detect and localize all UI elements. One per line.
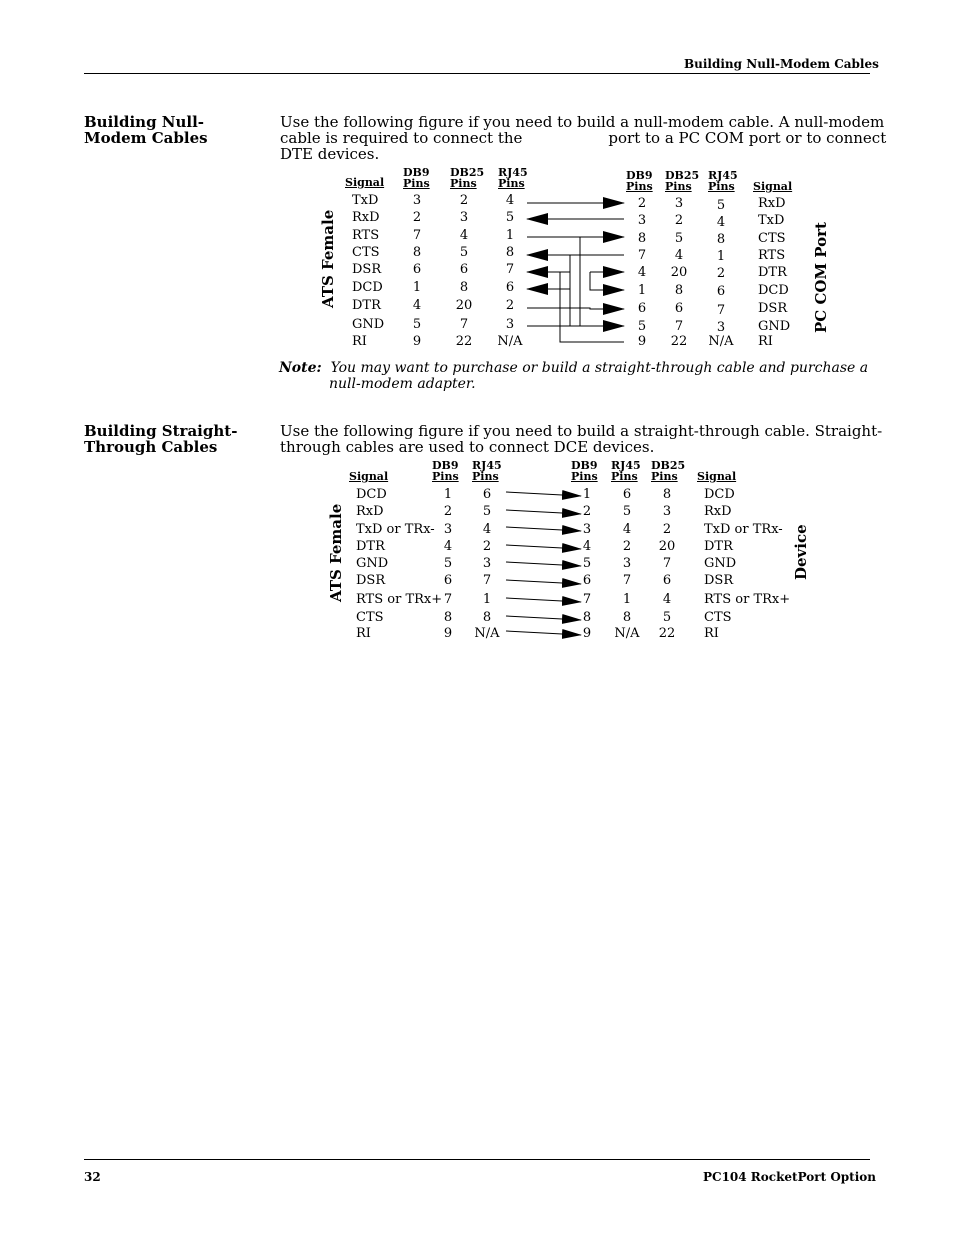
signal-cell: DSR — [352, 262, 382, 277]
db25-cell: 5 — [459, 245, 469, 260]
db25-cell: 2 — [674, 213, 684, 228]
db9-cell: 3 — [637, 213, 647, 228]
rj45-cell: 4 — [716, 215, 726, 230]
rj45-cell: 1 — [482, 592, 492, 607]
wire-dcd — [506, 492, 581, 496]
st-col-header-signal: Signal — [349, 470, 389, 483]
db25-cell: 7 — [674, 319, 684, 334]
st-col-header-db9: DB9 Pins — [432, 459, 459, 483]
db9-cell: 4 — [443, 539, 453, 554]
rj45-cell: 3 — [505, 317, 515, 332]
db9-cell: 1 — [412, 280, 422, 295]
db9-cell: 6 — [443, 573, 453, 588]
db25-cell: 22 — [455, 334, 473, 349]
db9-cell: 9 — [637, 334, 647, 349]
rj45-cell: 7 — [622, 573, 632, 588]
signal-cell: RI — [356, 626, 371, 641]
signal-cell: RxD — [352, 210, 380, 225]
rj45-cell: 8 — [482, 610, 492, 625]
signal-cell: RxD — [758, 196, 786, 211]
signal-cell: RTS — [352, 228, 380, 243]
rj45-cell: 2 — [482, 539, 492, 554]
st-col-header-rj45-right: RJ45 Pins — [611, 459, 641, 483]
db9-cell: 7 — [637, 248, 647, 263]
wire-gnd — [506, 562, 581, 566]
rj45-cell: 4 — [482, 522, 492, 537]
rj45-cell: 5 — [505, 210, 515, 225]
heading-line: Modem Cables — [84, 129, 208, 147]
db25-cell: 20 — [670, 265, 688, 280]
db25-cell: 3 — [459, 210, 469, 225]
rj45-cell: 8 — [505, 245, 515, 260]
heading-line: Building Straight- — [84, 422, 238, 440]
db9-cell: 4 — [412, 298, 422, 313]
wire-ri — [506, 631, 581, 635]
db25-cell: 20 — [658, 539, 676, 554]
db9-cell: 6 — [637, 301, 647, 316]
signal-cell: CTS — [758, 231, 786, 246]
rj45-cell: 5 — [716, 198, 726, 213]
signal-cell: RI — [704, 626, 719, 641]
col-header-rj45: RJ45 Pins — [498, 166, 528, 190]
db25-cell: 2 — [662, 522, 672, 537]
rj45-cell: 2 — [505, 298, 515, 313]
signal-cell: DTR — [704, 539, 733, 554]
db9-cell: 8 — [582, 610, 592, 625]
note-text: You may want to purchase or build a straight-through cable and purchase a — [330, 360, 869, 376]
rj45-cell: 6 — [505, 280, 515, 295]
db25-cell: 6 — [662, 573, 672, 588]
paragraph-line: Use the following figure if you need to build a null-modem cable. A null-modem — [280, 113, 885, 131]
db25-cell: 22 — [670, 334, 688, 349]
ats-female-label: ATS Female — [327, 503, 345, 602]
rj45-cell: 7 — [505, 262, 515, 277]
col-header-rj45-right: RJ45 Pins — [708, 169, 738, 193]
db9-cell: 9 — [412, 334, 422, 349]
db9-cell: 3 — [443, 522, 453, 537]
ats-female-label: ATS Female — [319, 209, 337, 308]
db9-cell: 2 — [443, 504, 453, 519]
signal-cell: DCD — [352, 280, 383, 295]
db9-cell: 3 — [412, 193, 422, 208]
col-header-db25-right: DB25 Pins — [665, 169, 700, 193]
db25-cell: 4 — [674, 248, 684, 263]
rj45-cell: 8 — [622, 610, 632, 625]
signal-cell: DTR — [352, 298, 381, 313]
signal-cell: TxD — [352, 193, 379, 208]
st-col-header-db25-right: DB25 Pins — [651, 459, 686, 483]
col-header-signal-right: Signal — [753, 180, 793, 193]
footer-rule — [84, 1159, 870, 1160]
wire-rxd — [506, 510, 581, 514]
signal-cell: TxD or TRx- — [356, 522, 435, 537]
signal-cell: DSR — [704, 573, 734, 588]
db9-cell: 6 — [582, 573, 592, 588]
signal-cell: DCD — [704, 487, 735, 502]
db25-cell: 7 — [662, 556, 672, 571]
db9-cell: 2 — [582, 504, 592, 519]
col-header-db25: DB25 Pins — [450, 166, 485, 190]
rj45-cell: 8 — [716, 232, 726, 247]
signal-cell: TxD or TRx- — [704, 522, 783, 537]
signal-cell: DTR — [356, 539, 385, 554]
db9-cell: 7 — [582, 592, 592, 607]
rj45-cell: 3 — [716, 320, 726, 335]
signal-cell: DCD — [758, 283, 789, 298]
signal-cell: DSR — [758, 301, 788, 316]
db25-cell: 2 — [459, 193, 469, 208]
rj45-cell: N/A — [497, 334, 523, 349]
db9-cell: 8 — [443, 610, 453, 625]
signal-cell: GND — [758, 319, 791, 334]
rj45-cell: 3 — [622, 556, 632, 571]
db9-cell: 2 — [637, 196, 647, 211]
signal-cell: GND — [356, 556, 389, 571]
db9-cell: 3 — [582, 522, 592, 537]
db25-cell: 5 — [662, 610, 672, 625]
signal-cell: GND — [352, 317, 385, 332]
db9-cell: 5 — [412, 317, 422, 332]
note-label: Note: — [279, 360, 322, 376]
wire-dtr — [506, 545, 581, 549]
db9-cell: 5 — [582, 556, 592, 571]
st-col-header-db9-right: DB9 Pins — [571, 459, 598, 483]
db25-cell: 4 — [459, 228, 469, 243]
paragraph-line: DTE devices. — [280, 145, 380, 163]
page-number: 32 — [84, 1170, 101, 1184]
db9-cell: 8 — [412, 245, 422, 260]
rj45-cell: 1 — [622, 592, 632, 607]
rj45-cell: 7 — [716, 303, 726, 318]
heading-line: Through Cables — [84, 438, 218, 456]
paragraph-line: through cables are used to connect DCE devices. — [280, 438, 655, 456]
db9-cell: 9 — [582, 626, 592, 641]
rj45-cell: 5 — [622, 504, 632, 519]
db9-cell: 4 — [582, 539, 592, 554]
db9-cell: 8 — [637, 231, 647, 246]
rj45-cell: 2 — [622, 539, 632, 554]
signal-cell: RI — [352, 334, 367, 349]
rj45-cell: 5 — [482, 504, 492, 519]
col-header-signal: Signal — [345, 176, 385, 189]
rj45-cell: 7 — [482, 573, 492, 588]
signal-cell: RxD — [704, 504, 732, 519]
db9-cell: 9 — [443, 626, 453, 641]
rj45-cell: 6 — [716, 284, 726, 299]
db25-cell: 20 — [455, 298, 473, 313]
db9-cell: 7 — [412, 228, 422, 243]
signal-cell: DCD — [356, 487, 387, 502]
rj45-cell: 6 — [622, 487, 632, 502]
rj45-cell: N/A — [614, 626, 640, 641]
db25-cell: 6 — [459, 262, 469, 277]
rj45-cell: 1 — [716, 249, 726, 264]
paragraph-fragment: cable is required to connect the — [280, 129, 523, 147]
note-line: null-modem adapter. — [329, 376, 476, 392]
db9-cell: 4 — [637, 265, 647, 280]
signal-cell: CTS — [356, 610, 384, 625]
signal-cell: CTS — [352, 245, 380, 260]
rj45-cell: N/A — [474, 626, 500, 641]
db25-cell: 3 — [662, 504, 672, 519]
rj45-cell: 4 — [622, 522, 632, 537]
db9-cell: 1 — [637, 283, 647, 298]
signal-cell: RI — [758, 334, 773, 349]
paragraph-fragment: port to a PC COM port or to connect — [608, 129, 887, 147]
db9-cell: 6 — [412, 262, 422, 277]
db25-cell: 4 — [662, 592, 672, 607]
wire-dsr — [506, 580, 581, 584]
rj45-cell: 3 — [482, 556, 492, 571]
db9-cell: 5 — [443, 556, 453, 571]
footer-product-name: PC104 RocketPort Option — [703, 1170, 876, 1184]
signal-cell: RxD — [356, 504, 384, 519]
signal-cell: GND — [704, 556, 737, 571]
signal-cell: RTS — [758, 248, 786, 263]
st-col-header-rj45: RJ45 Pins — [472, 459, 502, 483]
db25-cell: 22 — [658, 626, 676, 641]
running-header: Building Null-Modem Cables — [684, 57, 879, 71]
heading-line: Building Null- — [84, 113, 205, 131]
signal-cell: DSR — [356, 573, 386, 588]
db25-cell: 8 — [459, 280, 469, 295]
db25-cell: 3 — [674, 196, 684, 211]
signal-cell: RTS or TRx+ — [356, 592, 443, 607]
st-col-header-signal-right: Signal — [697, 470, 737, 483]
db25-cell: 8 — [662, 487, 672, 502]
rj45-cell: N/A — [708, 334, 734, 349]
rj45-cell: 2 — [716, 266, 726, 281]
signal-cell: CTS — [704, 610, 732, 625]
signal-cell: DTR — [758, 265, 787, 280]
rj45-cell: 4 — [505, 193, 515, 208]
pc-com-port-label: PC COM Port — [812, 222, 830, 333]
col-header-db9-right: DB9 Pins — [626, 169, 653, 193]
signal-cell: RTS or TRx+ — [704, 592, 791, 607]
db9-cell: 5 — [637, 319, 647, 334]
rj45-cell: 1 — [505, 228, 515, 243]
rj45-cell: 6 — [482, 487, 492, 502]
wire-txd-or-trx- — [506, 527, 581, 531]
db25-cell: 7 — [459, 317, 469, 332]
device-label: Device — [792, 524, 810, 580]
signal-cell: TxD — [758, 213, 785, 228]
paragraph-line: Use the following figure if you need to build a straight-through cable. Straight- — [280, 422, 883, 440]
db9-cell: 1 — [582, 487, 592, 502]
db9-cell: 1 — [443, 487, 453, 502]
db25-cell: 8 — [674, 283, 684, 298]
wire-cts — [506, 616, 581, 620]
wire-rts-or-trx- — [506, 598, 581, 602]
db25-cell: 6 — [674, 301, 684, 316]
db25-cell: 5 — [674, 231, 684, 246]
db9-cell: 2 — [412, 210, 422, 225]
db9-cell: 7 — [443, 592, 453, 607]
col-header-db9: DB9 Pins — [403, 166, 430, 190]
